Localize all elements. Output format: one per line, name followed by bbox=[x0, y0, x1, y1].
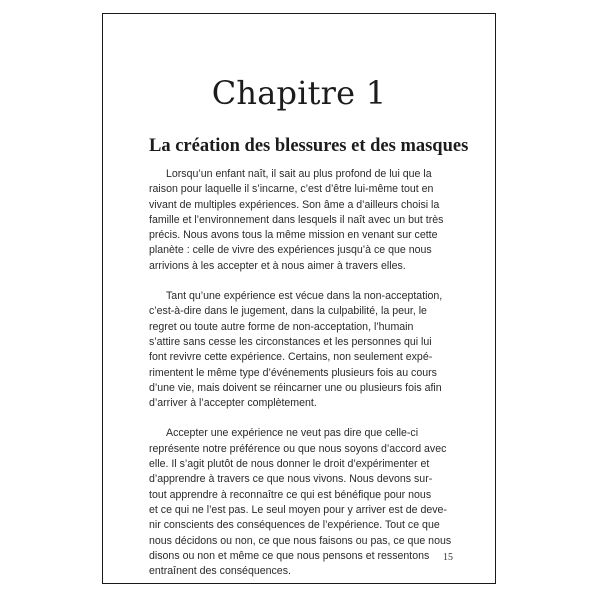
chapter-title: Chapitre 1 bbox=[211, 74, 387, 112]
section-title: La création des blessures et des masques bbox=[149, 136, 469, 156]
text-line: Accepter une expérience ne veut pas dire que celle-ci bbox=[166, 427, 419, 440]
text-line: s’attire sans cesse les circonstances et les personnes qui lui bbox=[149, 335, 432, 348]
text-line: disons ou non et même ce que nous pensons et ressentons bbox=[149, 549, 430, 562]
text-line: nous décidons ou non, ce que nous faisons ou pas, ce que nous bbox=[149, 534, 452, 547]
text-line: d’apprendre à travers ce que nous vivons. Nous devons sur- bbox=[149, 473, 433, 486]
text-line: précis. Nous avons tous la même mission en venant sur cette bbox=[149, 229, 438, 242]
text-line: tout apprendre à reconnaître ce qui est bénéfique pour nous bbox=[149, 488, 432, 501]
text-line: Lorsqu’un enfant naît, il sait au plus profond de lui que la bbox=[166, 168, 432, 180]
text-line: elle. Il s’agit plutôt de nous donner le droit d’expérimenter et bbox=[149, 458, 430, 471]
text-line: raison pour laquelle il s’incarne, c’est d’être lui-même tout en bbox=[149, 183, 434, 196]
text-line: entraînent des conséquences. bbox=[149, 565, 291, 578]
text-line: arrivions à les accepter et à nous aimer à travers elles. bbox=[149, 259, 406, 272]
paragraph-2 bbox=[149, 289, 459, 411]
body-text bbox=[149, 167, 459, 594]
text-line: font revivre cette expérience. Certains, non seulement expé- bbox=[149, 351, 433, 364]
text-line: vivant de multiples expériences. Son âme a d’ailleurs choisi la bbox=[149, 198, 440, 211]
book-page bbox=[102, 13, 496, 584]
text-line: rimentent le même type d’événements plusieurs fois au cours bbox=[149, 366, 437, 379]
text-line: regret ou toute autre forme de non-acceptation, l’humain bbox=[149, 320, 414, 333]
paragraph-1 bbox=[149, 167, 459, 274]
text-line: d’arriver à l’accepter complètement. bbox=[149, 397, 317, 410]
paragraph-3 bbox=[149, 426, 459, 579]
text-line: c’est-à-dire dans le jugement, dans la culpabilité, la peur, le bbox=[149, 305, 427, 318]
text-line: planète : celle de vivre des expériences jusqu’à ce que nous bbox=[149, 244, 432, 257]
text-line: Tant qu’une expérience est vécue dans la non-acceptation, bbox=[166, 290, 443, 303]
text-line: nir conscients des conséquences de l’expérience. Tout ce que bbox=[149, 519, 440, 532]
text-line: famille et l’environnement dans lesquels il naît avec un but très bbox=[149, 213, 444, 226]
text-line: représente notre préférence ou que nous soyons d’accord avec bbox=[149, 442, 447, 455]
page-number: 15 bbox=[443, 552, 453, 563]
text-line: et ce qui ne l’est pas. Le seul moyen pour y arriver est de deve- bbox=[149, 503, 447, 516]
text-line: d’une vie, mais doivent se réincarner une ou plusieurs fois afin bbox=[149, 381, 442, 394]
